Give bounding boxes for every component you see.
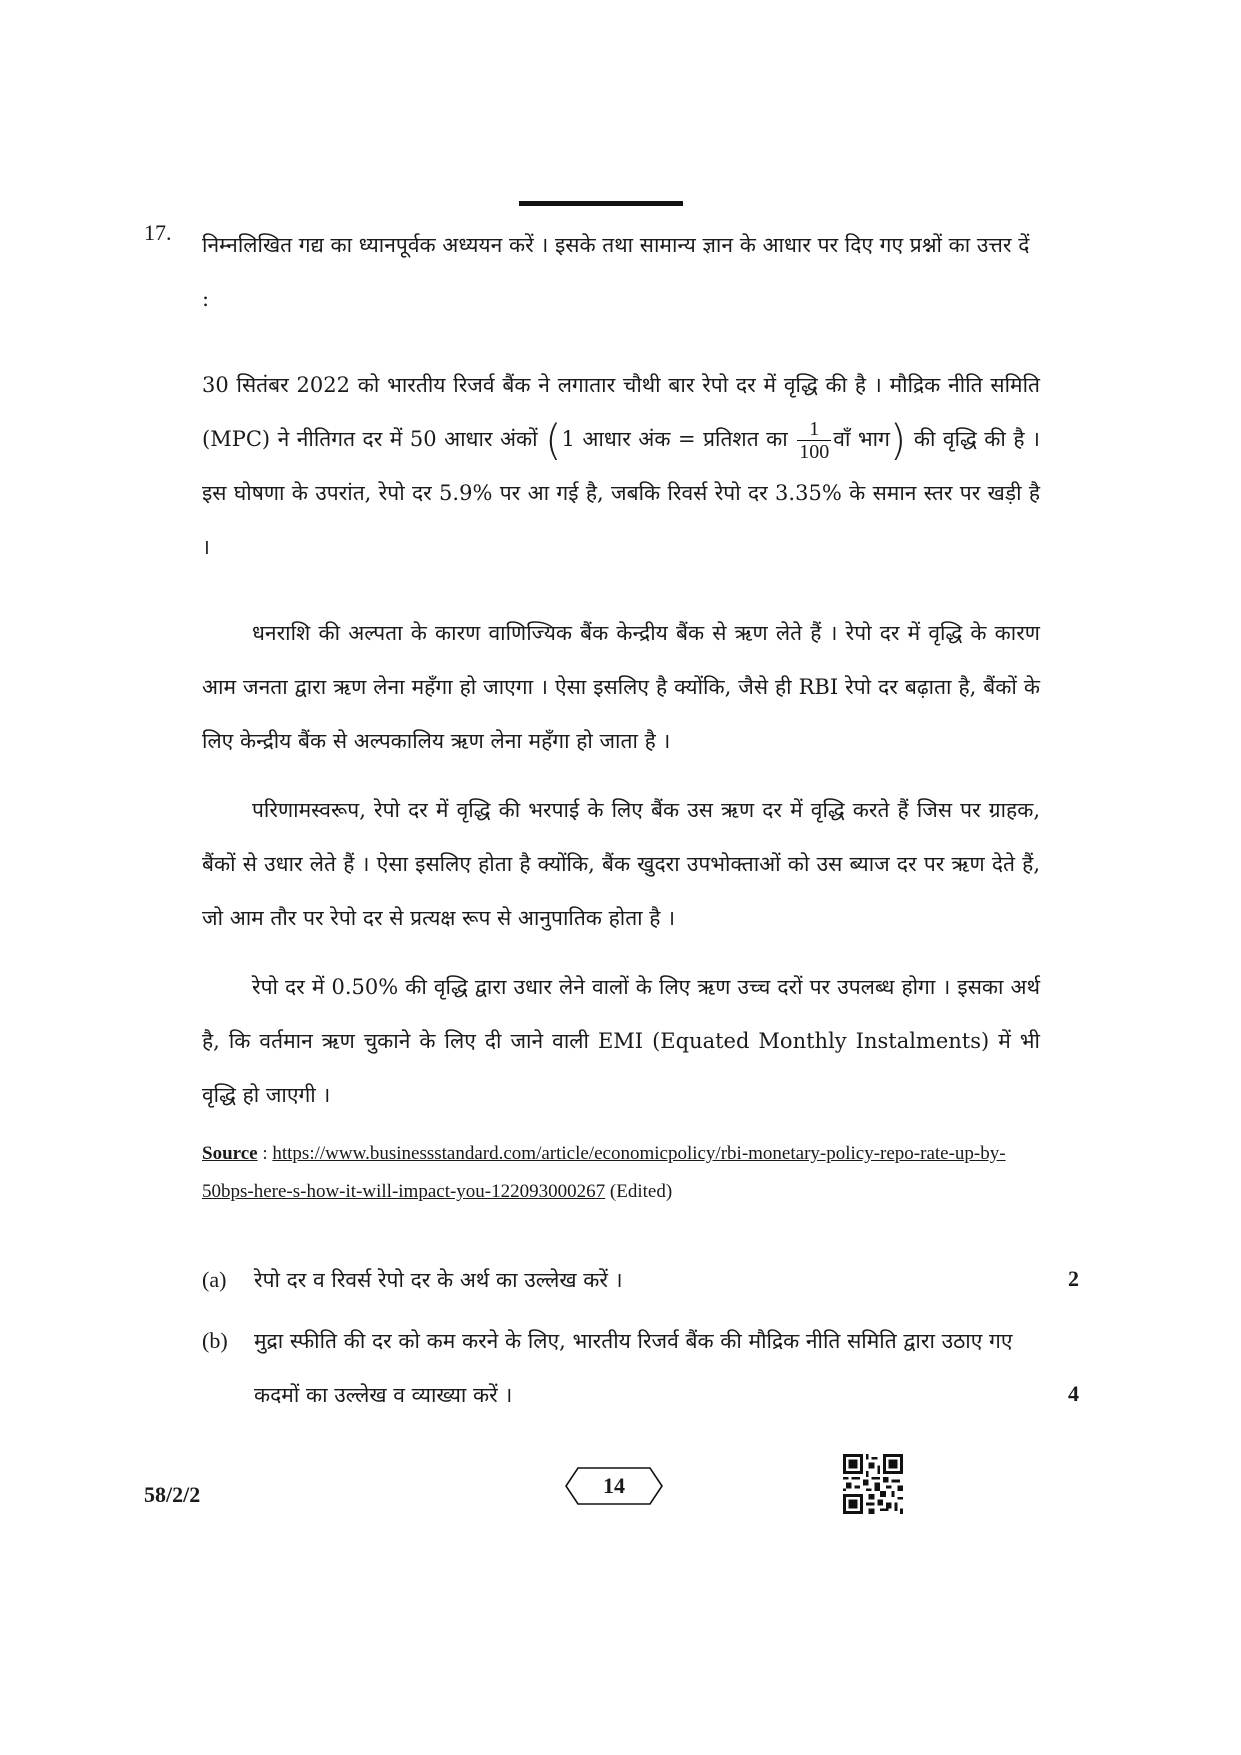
paper-code: 58/2/2 xyxy=(144,1482,201,1507)
passage-p1-text-a: 30 सितंबर 2022 को भारतीय रिजर्व बैंक ने लगातार चौथी बार रेपो दर में वृद्धि की है । मौद्रिक नीति समिति (MPC) ने नीतिगत दर में 50 आधार अंकों xyxy=(202,373,1040,451)
bracket-suffix: वाँ भाग xyxy=(833,427,890,451)
page-number: 14 xyxy=(603,1473,625,1498)
marks-b: 4 xyxy=(1068,1381,1079,1406)
passage-paragraph-4: रेपो दर में 0.50% की वृद्धि द्वारा उधार लेने वालों के लिए ऋण उच्च दरों पर उपलब्ध होगा । इसका अर्थ है, कि वर्तमान ऋण चुकाने के लिए दी जाने वाली EMI (Equated Monthly Instalments) में भी वृद्धि हो जाएगी । xyxy=(202,975,1040,1107)
source-label: Source xyxy=(202,1143,258,1164)
question-instruction: निम्नलिखित गद्य का ध्यानपूर्वक अध्ययन करें । इसके तथा सामान्य ज्ञान के आधार पर दिए गए प्रश्नों का उत्तर दें : xyxy=(202,233,1030,311)
passage-p1-text-b: की वृद्धि की है । इस घोषणा के उपरांत, रेपो दर 5.9% पर आ गई है, जबकि रिवर्स रेपो दर 3.35% के समान स्तर पर खड़ी है । xyxy=(202,427,1040,559)
page-number-badge xyxy=(564,1466,664,1506)
fraction xyxy=(797,418,831,463)
bracket-close: ) xyxy=(889,415,907,465)
source-separator: : xyxy=(257,1143,273,1164)
source-link[interactable]: https://www.businessstandard.com/article/economicpolicy/rbi-monetary-policy-repo-rate-up-by-50bps-here-s-how-it-will-impact-you-122093000267 xyxy=(202,1143,1006,1202)
fraction-numerator: 1 xyxy=(797,418,831,441)
fraction-denominator: 100 xyxy=(799,441,830,463)
subquestion-text: रेपो दर व रिवर्स रेपो दर के अर्थ का उल्लेख करें । xyxy=(254,1268,623,1292)
bracket-open: ( xyxy=(545,415,562,465)
marks-a: 2 xyxy=(1068,1266,1079,1291)
source-note: (Edited) xyxy=(605,1181,673,1202)
section-divider xyxy=(519,201,683,206)
passage-paragraph-2: धनराशि की अल्पता के कारण वाणिज्यिक बैंक केन्द्रीय बैंक से ऋण लेते हैं । रेपो दर में वृद्धि के कारण आम जनता द्वारा ऋण लेना महँगा हो जाएगा । ऐसा इसलिए है क्योंकि, जैसे ही RBI रेपो दर बढ़ाता है, बैंकों के लिए केन्द्रीय बैंक से अल्पकालिय ऋण लेना महँगा हो जाता है । xyxy=(202,621,1040,753)
source-citation xyxy=(202,1135,1044,1211)
subquestion-tag: (b) xyxy=(202,1328,228,1353)
question-number: 17. xyxy=(144,220,172,245)
passage-paragraph-1 xyxy=(202,358,1040,574)
passage-paragraph-3: परिणामस्वरूप, रेपो दर में वृद्धि की भरपाई के लिए बैंक उस ऋण दर में वृद्धि करते हैं जिस पर ग्राहक, बैंकों से उधार लेते हैं । ऐसा इसलिए होता है क्योंकि, बैंक खुदरा उपभोक्ताओं को उस ब्याज दर पर ऋण देते हैं, जो आम तौर पर रेपो दर से प्रत्यक्ष रूप से आनुपातिक होता है । xyxy=(202,798,1040,930)
qr-code-icon xyxy=(843,1454,903,1514)
bracket-text: 1 आधार अंक = प्रतिशत का xyxy=(561,427,788,451)
subquestion-text: मुद्रा स्फीति की दर को कम करने के लिए, भारतीय रिजर्व बैंक की मौद्रिक नीति समिति द्वारा उठाए गए कदमों का उल्लेख व व्याख्या करें । xyxy=(254,1329,1013,1407)
subquestion-tag: (a) xyxy=(202,1267,227,1292)
